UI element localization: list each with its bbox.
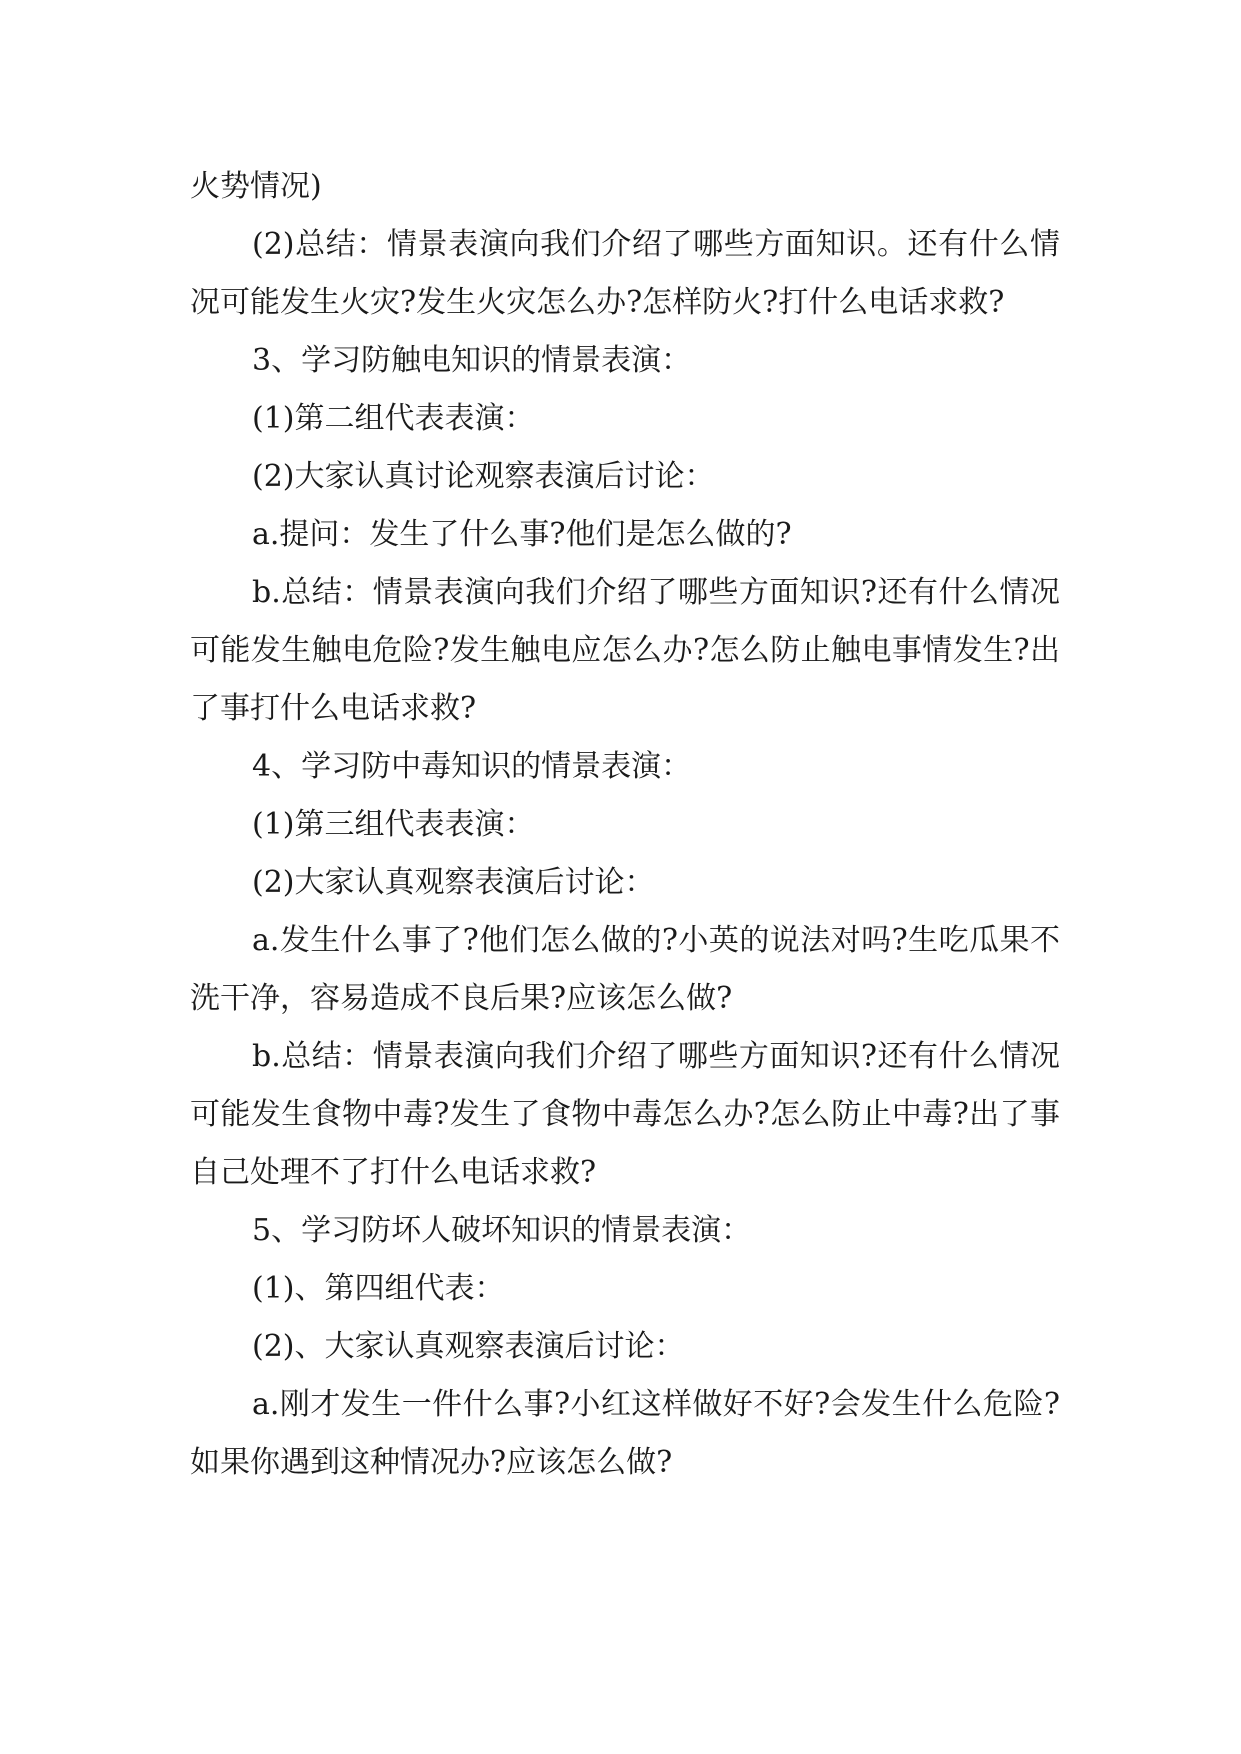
paragraph-5: (2)大家认真讨论观察表演后讨论： [252, 459, 715, 494]
paragraph-4: (1)第二组代表表演： [252, 401, 535, 436]
paragraph-10: (2)大家认真观察表演后讨论： [252, 865, 655, 900]
paragraph-12: b.总结：情景表演向我们介绍了哪些方面知识?还有什么情况可能发生食物中毒?发生了食物中毒怎么办?怎么防止中毒?出了事自己处理不了打什么电话求救? [190, 1039, 1060, 1190]
paragraph-2: (2)总结：情景表演向我们介绍了哪些方面知识。还有什么情况可能发生火灾?发生火灾怎么办?怎样防火?打什么电话求救? [190, 227, 1060, 320]
paragraph-3: 3、学习防触电知识的情景表演： [252, 343, 692, 378]
paragraph-1: 火势情况) [190, 169, 322, 204]
paragraph-16: a.刚才发生一件什么事?小红这样做好不好?会发生什么危险?如果你遇到这种情况办?应该怎么做? [190, 1387, 1060, 1480]
paragraph-6: a.提问：发生了什么事?他们是怎么做的? [252, 517, 792, 552]
paragraph-8: 4、学习防中毒知识的情景表演： [252, 749, 692, 784]
paragraph-15: (2)、大家认真观察表演后讨论： [252, 1329, 685, 1364]
paragraph-11: a.发生什么事了?他们怎么做的?小英的说法对吗?生吃瓜果不洗干净，容易造成不良后果?应该怎么做? [190, 923, 1060, 1016]
paragraph-7: b.总结：情景表演向我们介绍了哪些方面知识?还有什么情况可能发生触电危险?发生触电应怎么办?怎么防止触电事情发生?出了事打什么电话求救? [190, 575, 1060, 726]
paragraph-9: (1)第三组代表表演： [252, 807, 535, 842]
paragraph-14: (1)、第四组代表： [252, 1271, 505, 1306]
document-body [190, 158, 1060, 1492]
paragraph-13: 5、学习防坏人破坏知识的情景表演： [252, 1213, 752, 1248]
